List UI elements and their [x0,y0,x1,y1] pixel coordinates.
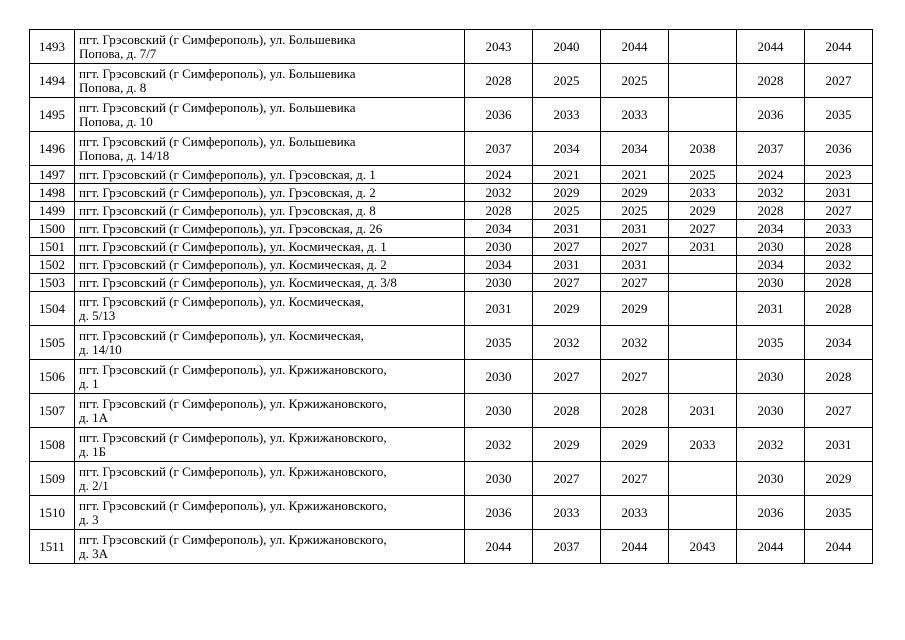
address-line-1: пгт. Грэсовский (г Симферополь), ул. Большевика [79,31,356,47]
year-cell-3: 2032 [601,326,669,360]
year-cell-1: 2031 [465,292,533,326]
address-line-1: пгт. Грэсовский (г Симферополь), ул. Космическая, д. 1 [79,238,387,254]
year-cell-3: 2025 [601,64,669,98]
year-cell-1: 2044 [465,530,533,564]
row-number: 1504 [30,292,75,326]
table-row [30,496,873,530]
table-row [30,360,873,394]
year-cell-2: 2029 [533,292,601,326]
year-cell-3: 2033 [601,496,669,530]
row-number: 1508 [30,428,75,462]
year-cell-3: 2031 [601,256,669,274]
year-cell-4: 2038 [669,132,737,166]
year-cell-3: 2028 [601,394,669,428]
year-cell-1: 2043 [465,30,533,64]
table-row [30,202,873,220]
address-cell [75,220,465,238]
address-line-2: д. 2/1 [79,477,109,493]
address-line-1: пгт. Грэсовский (г Симферополь), ул. Грэсовская, д. 26 [79,220,383,236]
year-cell-2: 2032 [533,326,601,360]
year-cell-4 [669,326,737,360]
year-cell-5: 2030 [737,274,805,292]
table-row [30,30,873,64]
year-cell-6: 2031 [805,184,873,202]
year-cell-1: 2028 [465,202,533,220]
year-cell-2: 2027 [533,274,601,292]
year-cell-1: 2030 [465,462,533,496]
year-cell-4: 2033 [669,428,737,462]
address-line-1: пгт. Грэсовский (г Симферополь), ул. Кржижановского, [79,497,387,513]
address-line-1: пгт. Грэсовский (г Симферополь), ул. Большевика [79,133,356,149]
row-number: 1506 [30,360,75,394]
address-line-2: д. 5/13 [79,307,116,323]
year-cell-6: 2031 [805,428,873,462]
year-cell-1: 2035 [465,326,533,360]
year-cell-3: 2029 [601,428,669,462]
year-cell-2: 2031 [533,220,601,238]
year-cell-3: 2044 [601,530,669,564]
year-cell-5: 2044 [737,530,805,564]
year-cell-5: 2035 [737,326,805,360]
table-body [30,30,873,564]
year-cell-5: 2030 [737,394,805,428]
year-cell-4: 2033 [669,184,737,202]
year-cell-1: 2030 [465,238,533,256]
year-cell-5: 2024 [737,166,805,184]
row-number: 1493 [30,30,75,64]
address-line-2: д. 1Б [79,443,107,459]
address-cell [75,202,465,220]
year-cell-2: 2031 [533,256,601,274]
row-number: 1496 [30,132,75,166]
year-cell-1: 2032 [465,428,533,462]
address-cell [75,394,465,428]
row-number: 1511 [30,530,75,564]
year-cell-2: 2027 [533,238,601,256]
table-row [30,274,873,292]
year-cell-5: 2037 [737,132,805,166]
year-cell-5: 2036 [737,98,805,132]
year-cell-4: 2025 [669,166,737,184]
address-line-2: д. 3А [79,545,109,561]
table-row [30,394,873,428]
address-line-1: пгт. Грэсовский (г Симферополь), ул. Космическая, д. 3/8 [79,274,397,290]
year-cell-2: 2027 [533,462,601,496]
address-cell [75,238,465,256]
year-cell-5: 2028 [737,64,805,98]
address-line-1: пгт. Грэсовский (г Симферополь), ул. Космическая, д. 2 [79,256,387,272]
table-row [30,462,873,496]
address-line-1: пгт. Грэсовский (г Симферополь), ул. Космическая, [79,293,364,309]
year-cell-4: 2027 [669,220,737,238]
year-cell-6: 2027 [805,394,873,428]
year-cell-1: 2036 [465,98,533,132]
year-cell-5: 2034 [737,256,805,274]
year-cell-1: 2028 [465,64,533,98]
year-cell-5: 2032 [737,184,805,202]
address-line-1: пгт. Грэсовский (г Симферополь), ул. Кржижановского, [79,361,387,377]
row-number: 1501 [30,238,75,256]
year-cell-2: 2028 [533,394,601,428]
table-row [30,428,873,462]
year-cell-2: 2033 [533,496,601,530]
table-row [30,98,873,132]
year-cell-5: 2036 [737,496,805,530]
year-cell-1: 2034 [465,220,533,238]
year-cell-3: 2033 [601,98,669,132]
address-cell [75,496,465,530]
address-line-2: д. 3 [79,511,99,527]
year-cell-2: 2033 [533,98,601,132]
year-cell-3: 2031 [601,220,669,238]
year-cell-6: 2044 [805,530,873,564]
year-cell-3: 2029 [601,292,669,326]
year-cell-3: 2025 [601,202,669,220]
year-cell-1: 2037 [465,132,533,166]
address-line-2: Попова, д. 8 [79,79,147,95]
year-cell-6: 2023 [805,166,873,184]
year-cell-6: 2028 [805,292,873,326]
address-line-2: д. 1А [79,409,109,425]
year-cell-6: 2044 [805,30,873,64]
year-cell-4: 2031 [669,394,737,428]
address-line-2: Попова, д. 10 [79,113,153,129]
year-cell-6: 2034 [805,326,873,360]
year-cell-5: 2034 [737,220,805,238]
address-line-1: пгт. Грэсовский (г Симферополь), ул. Грэсовская, д. 1 [79,166,376,182]
year-cell-5: 2030 [737,238,805,256]
address-cell [75,132,465,166]
row-number: 1510 [30,496,75,530]
address-line-1: пгт. Грэсовский (г Симферополь), ул. Кржижановского, [79,531,387,547]
table-row [30,530,873,564]
address-cell [75,98,465,132]
address-line-2: д. 14/10 [79,341,122,357]
address-cell [75,184,465,202]
year-cell-6: 2035 [805,496,873,530]
year-cell-4 [669,274,737,292]
address-cell [75,360,465,394]
year-cell-4 [669,256,737,274]
row-number: 1495 [30,98,75,132]
year-cell-5: 2044 [737,30,805,64]
year-cell-2: 2021 [533,166,601,184]
year-cell-6: 2035 [805,98,873,132]
address-line-2: Попова, д. 14/18 [79,147,170,163]
row-number: 1498 [30,184,75,202]
year-cell-3: 2027 [601,274,669,292]
address-line-1: пгт. Грэсовский (г Симферополь), ул. Грэсовская, д. 8 [79,202,376,218]
row-number: 1505 [30,326,75,360]
year-cell-4 [669,98,737,132]
year-cell-5: 2030 [737,360,805,394]
table-row [30,132,873,166]
year-cell-4 [669,462,737,496]
year-cell-1: 2034 [465,256,533,274]
year-cell-3: 2021 [601,166,669,184]
year-cell-1: 2030 [465,274,533,292]
address-cell [75,428,465,462]
year-cell-1: 2030 [465,394,533,428]
address-cell [75,166,465,184]
year-cell-2: 2027 [533,360,601,394]
year-cell-5: 2031 [737,292,805,326]
address-cell [75,274,465,292]
table-row [30,238,873,256]
table-row [30,326,873,360]
year-cell-6: 2027 [805,202,873,220]
year-cell-3: 2034 [601,132,669,166]
address-line-1: пгт. Грэсовский (г Симферополь), ул. Кржижановского, [79,463,387,479]
year-cell-4: 2029 [669,202,737,220]
year-cell-2: 2029 [533,428,601,462]
address-line-1: пгт. Грэсовский (г Симферополь), ул. Большевика [79,99,356,115]
address-cell [75,292,465,326]
address-cell [75,256,465,274]
year-cell-4: 2043 [669,530,737,564]
year-cell-3: 2027 [601,360,669,394]
table-row [30,220,873,238]
year-cell-2: 2025 [533,64,601,98]
year-cell-5: 2028 [737,202,805,220]
row-number: 1502 [30,256,75,274]
address-line-2: Попова, д. 7/7 [79,45,157,61]
row-number: 1507 [30,394,75,428]
year-cell-6: 2036 [805,132,873,166]
table-row [30,256,873,274]
row-number: 1499 [30,202,75,220]
year-cell-6: 2028 [805,360,873,394]
year-cell-3: 2029 [601,184,669,202]
year-cell-6: 2033 [805,220,873,238]
year-cell-6: 2029 [805,462,873,496]
address-cell [75,530,465,564]
year-cell-6: 2032 [805,256,873,274]
table-row [30,64,873,98]
year-cell-6: 2027 [805,64,873,98]
address-line-1: пгт. Грэсовский (г Симферополь), ул. Кржижановского, [79,429,387,445]
row-number: 1494 [30,64,75,98]
table-row [30,166,873,184]
year-cell-3: 2027 [601,238,669,256]
year-cell-5: 2032 [737,428,805,462]
year-cell-4 [669,30,737,64]
row-number: 1503 [30,274,75,292]
year-cell-2: 2037 [533,530,601,564]
year-cell-6: 2028 [805,238,873,256]
year-cell-3: 2044 [601,30,669,64]
year-cell-4 [669,64,737,98]
year-cell-5: 2030 [737,462,805,496]
year-cell-4 [669,360,737,394]
year-cell-1: 2024 [465,166,533,184]
year-cell-1: 2036 [465,496,533,530]
address-cell [75,462,465,496]
address-cell [75,326,465,360]
year-cell-4 [669,496,737,530]
address-cell [75,30,465,64]
address-line-1: пгт. Грэсовский (г Симферополь), ул. Кржижановского, [79,395,387,411]
year-cell-6: 2028 [805,274,873,292]
year-cell-2: 2034 [533,132,601,166]
table-row [30,184,873,202]
year-cell-1: 2032 [465,184,533,202]
housing-registry-table [29,29,873,564]
address-line-1: пгт. Грэсовский (г Симферополь), ул. Космическая, [79,327,364,343]
address-line-1: пгт. Грэсовский (г Симферополь), ул. Большевика [79,65,356,81]
year-cell-2: 2025 [533,202,601,220]
year-cell-4 [669,292,737,326]
address-cell [75,64,465,98]
row-number: 1500 [30,220,75,238]
year-cell-3: 2027 [601,462,669,496]
year-cell-2: 2040 [533,30,601,64]
row-number: 1497 [30,166,75,184]
table-row [30,292,873,326]
row-number: 1509 [30,462,75,496]
address-line-1: пгт. Грэсовский (г Симферополь), ул. Грэсовская, д. 2 [79,184,376,200]
year-cell-2: 2029 [533,184,601,202]
address-line-2: д. 1 [79,375,99,391]
year-cell-1: 2030 [465,360,533,394]
year-cell-4: 2031 [669,238,737,256]
